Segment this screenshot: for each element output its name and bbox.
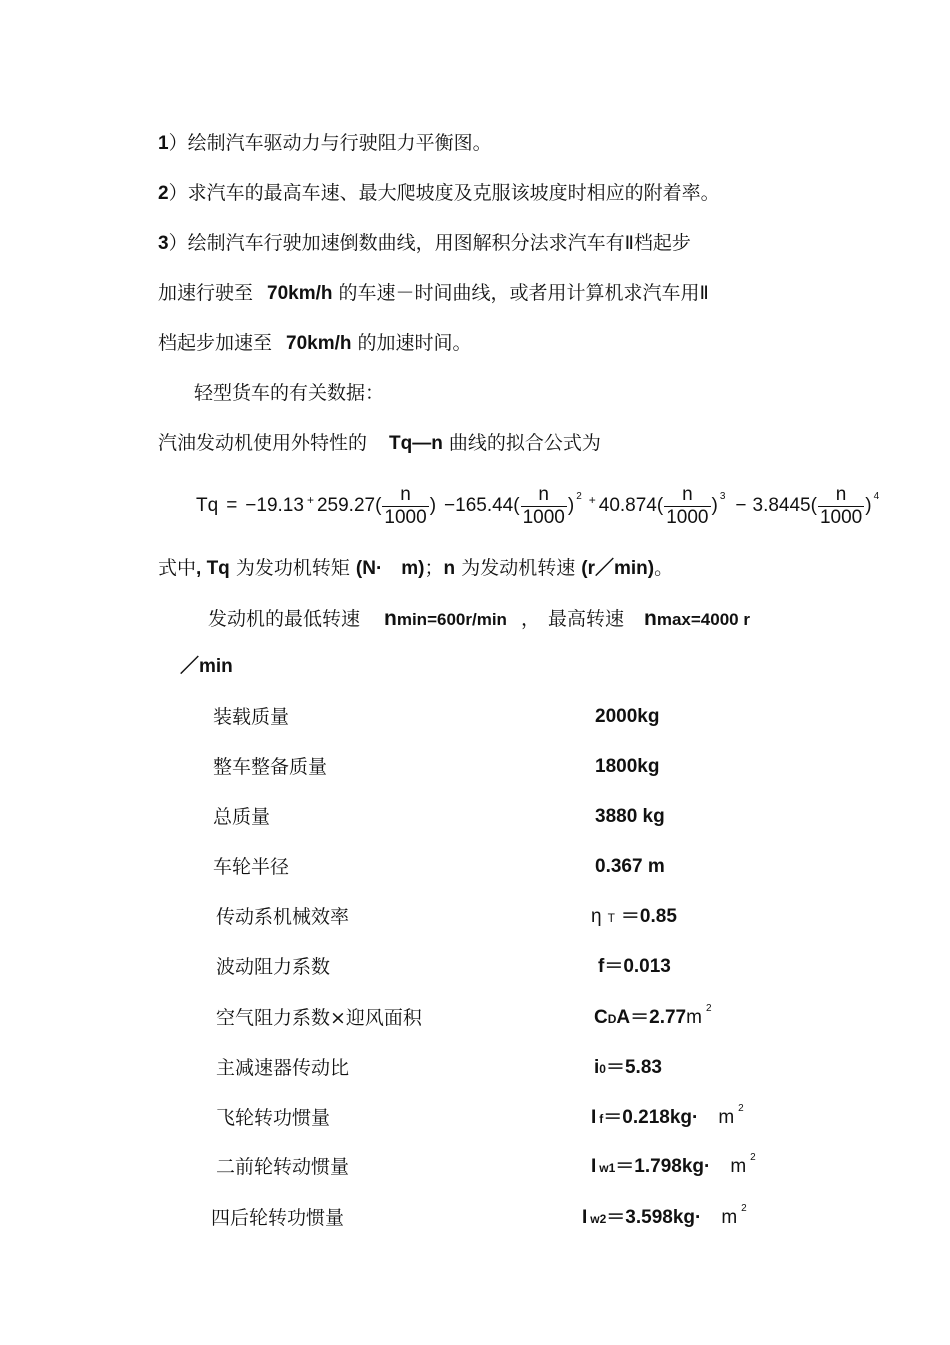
param-label-front-wheel-inertia: 二前轮转动惯量 <box>216 1156 350 1178</box>
formula-op1: + <box>306 493 314 507</box>
param-value-drag-area: CDA＝2.77m $^2$ <box>594 1003 712 1028</box>
fraction-2: $\frac{n}{1000}$ <box>522 483 565 528</box>
formula-c1: 259.27( <box>316 495 382 516</box>
task-3-line-3-b: 的加速时间。 <box>357 332 472 354</box>
param-value-total-mass: 3880 kg <box>595 806 665 827</box>
param-value-curb-mass: 1800kg <box>595 756 660 777</box>
max-speed-unit-wrap: ／min <box>180 656 233 677</box>
formula-op3: + <box>588 493 596 507</box>
formula-lead-b: 曲线的拟合公式为 <box>448 432 601 454</box>
fraction-4: $\frac{n}{1000}$ <box>819 483 863 528</box>
formula-eq: = <box>226 495 238 516</box>
speeds-separator: ， <box>520 608 540 630</box>
exp-3: 3 <box>719 490 726 502</box>
param-label-total-mass: 总质量 <box>213 806 271 828</box>
where-d: (N· m) <box>355 558 425 579</box>
task-3-line-2-b: 的车速－时间曲线，或者用计算机求汽车用Ⅱ <box>338 282 709 304</box>
task-2-number: 2 <box>158 183 169 204</box>
formula-c4: 3.8445( <box>752 495 817 516</box>
formula-op2: −165.44( <box>444 495 520 516</box>
fraction-1: $\frac{n}{1000}$ <box>384 483 427 528</box>
formula-lead <box>158 431 601 456</box>
where-f: n <box>443 558 456 579</box>
param-value-rear-wheel-inertia: Iw2＝3.598kg· m $^2$ <box>582 1203 747 1228</box>
formula-op4: − <box>735 495 747 516</box>
param-label-rear-wheel-inertia: 四后轮转功惯量 <box>211 1207 345 1229</box>
task-1 <box>158 131 492 156</box>
where-h: (r／min) <box>581 558 655 579</box>
param-label-flywheel-inertia: 飞轮转功惯量 <box>216 1107 331 1129</box>
exp-2: 2 <box>576 490 582 502</box>
param-label-rolling-resistance: 波动阻力系数 <box>216 956 331 978</box>
param-value-rolling-resistance: f＝0.013 <box>598 956 671 977</box>
formula-lhs: Tq <box>196 495 219 516</box>
task-1-text: ）绘制汽车驱动力与行驶阻力平衡图。 <box>168 132 492 154</box>
task-3-line-3 <box>158 331 472 356</box>
param-value-efficiency: η T ＝0.85 <box>591 906 677 927</box>
task-3 <box>158 231 691 256</box>
exp-4: 4 <box>873 490 880 502</box>
max-speed-label: 最高转速 <box>547 608 624 630</box>
max-speed-value: nmax=4000 r <box>644 607 750 630</box>
task-2-text: ）求汽车的最高车速、最大爬坡度及克服该坡度时相应的附着率。 <box>168 182 720 204</box>
param-label-curb-mass: 整车整备质量 <box>213 756 328 778</box>
where-i: 。 <box>654 557 674 579</box>
min-speed-label: 发动机的最低转速 <box>208 608 361 630</box>
param-label-final-drive: 主减速器传动比 <box>216 1057 350 1079</box>
task-1-number: 1 <box>158 133 169 154</box>
param-value-front-wheel-inertia: Iw1＝1.798kg· m $^2$ <box>591 1152 756 1177</box>
param-value-load-mass: 2000kg <box>595 706 660 727</box>
task-3-line-2 <box>158 281 709 306</box>
formula-where <box>158 556 673 581</box>
param-value-wheel-radius: 0.367 m <box>595 856 665 877</box>
torque-formula: Tq = −19.13 + 259.27( $\frac{n}{1000}$ ) −165.44( $\frac{n}{1000}$ ) 2 + 40.874( $\frac{n}{1000}$ ) 3 − 3.8445( $\frac{n}{1000}$ ) 4 <box>196 483 880 528</box>
formula-lead-a: 汽油发动机使用外特性的 <box>158 432 368 454</box>
task-3-line-2-speed: 70km/h <box>267 283 333 304</box>
task-3-line-2-a: 加速行驶至 <box>158 282 254 304</box>
param-label-load-mass: 装载质量 <box>213 706 290 728</box>
task-2 <box>158 181 720 206</box>
where-b: , Tq <box>196 558 230 579</box>
param-value-flywheel-inertia: If＝0.218kg· m $^2$ <box>591 1103 744 1128</box>
formula-c3: 40.874( <box>598 495 664 516</box>
where-e: ； <box>424 557 444 579</box>
formula-c0: −19.13 <box>245 495 304 516</box>
fraction-3: $\frac{n}{1000}$ <box>666 483 709 528</box>
where-g: 为发动机转速 <box>461 557 576 579</box>
where-c: 为发功机转矩 <box>235 557 350 579</box>
data-heading: 轻型货车的有关数据： <box>194 382 385 404</box>
param-value-final-drive: i0＝5.83 <box>594 1057 662 1078</box>
param-label-efficiency: 传动系机械效率 <box>216 906 350 928</box>
task-3-line-3-speed: 70km/h <box>286 333 352 354</box>
min-speed-value: nmin=600r/min <box>384 607 507 630</box>
engine-speeds <box>208 607 750 632</box>
formula-lead-tq: Tq—n <box>389 433 443 454</box>
task-3-number: 3 <box>158 233 169 254</box>
param-label-wheel-radius: 车轮半径 <box>213 856 290 878</box>
task-3-text: ）绘制汽车行驶加速倒数曲线，用图解积分法求汽车有Ⅱ档起步 <box>168 232 691 254</box>
param-label-drag-area: 空气阻力系数×迎风面积 <box>216 1007 422 1029</box>
task-3-line-3-a: 档起步加速至 <box>158 332 273 354</box>
where-a: 式中 <box>158 557 197 579</box>
